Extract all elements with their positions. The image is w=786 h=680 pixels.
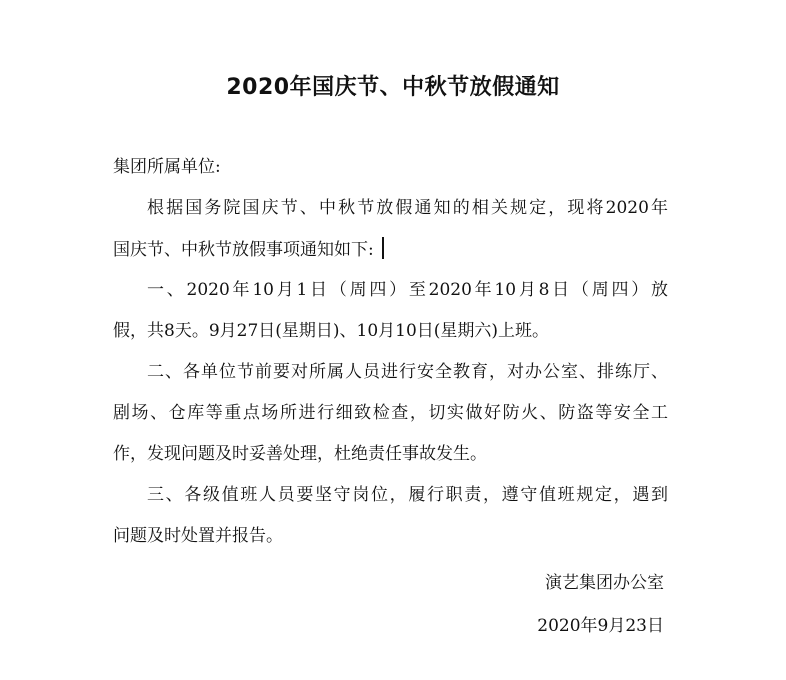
item2-line-3: 作，发现问题及时妥善处理，杜绝责任事故发生。 [113, 444, 487, 464]
item2-line-2: 剧场、仓库等重点场所进行细致检查，切实做好防火、防盗等安全工 [113, 403, 668, 423]
signature-date: 2020年9月23日 [537, 616, 664, 636]
document-title: 2020年国庆节、中秋节放假通知 [226, 75, 560, 100]
intro-line-2-wrap [113, 237, 668, 278]
item1-line-2: 假，共8天。9月27日(星期日)、10月10日(星期六)上班。 [113, 321, 550, 341]
item2-line-1: 二、各单位节前要对所属人员进行安全教育，对办公室、排练厅、 [147, 362, 668, 382]
salutation: 集团所属单位: [113, 157, 221, 177]
item3-line-1: 三、各级值班人员要坚守岗位，履行职责，遵守值班规定，遇到 [147, 485, 668, 505]
document-body [113, 155, 668, 565]
intro-line-2: 国庆节、中秋节放假事项通知如下: [113, 240, 374, 260]
signature-organization: 演艺集团办公室 [545, 573, 664, 593]
item1-line-1: 一、2020年10月1日（周四）至2020年10月8日（周四）放 [147, 280, 668, 300]
text-cursor [382, 237, 384, 259]
intro-line-1: 根据国务院国庆节、中秋节放假通知的相关规定，现将2020年 [147, 198, 668, 218]
item3-line-2: 问题及时处置并报告。 [113, 526, 283, 546]
